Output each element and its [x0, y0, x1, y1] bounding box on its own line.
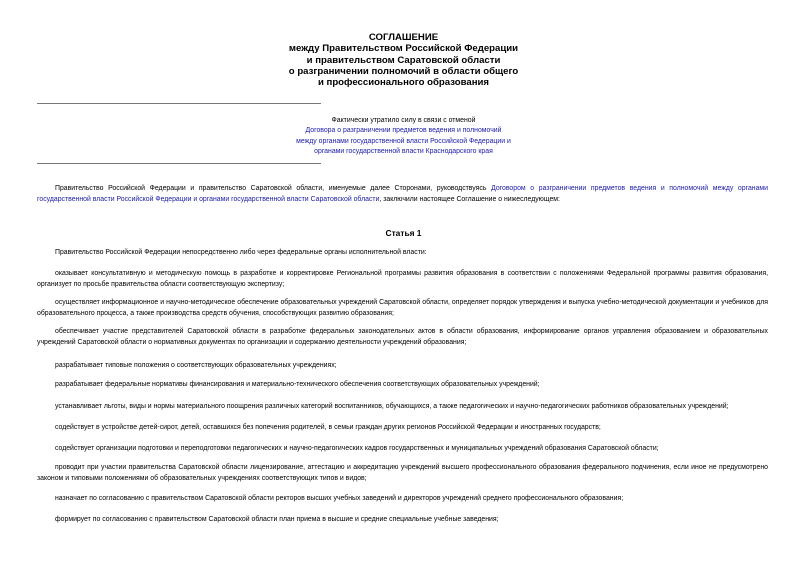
intro-text-end: , заключили настоящее Соглашение о нижеследующем: [379, 195, 560, 203]
article-paragraph: Правительство Российской Федерации непосредственно либо через федеральные органы исполнительной власти: [55, 249, 427, 256]
article-paragraph: проводит при участии правительства Саратовской области лицензирование, аттестацию и аккредитацию учреждений высшего профессионального образования федерального подчинения, если иное не предусмотрено законом и типовыми положениями об образовательных учреждениях соответствующих типов и видов; [37, 464, 768, 482]
article-paragraph: содействует в устройстве детей-сирот, детей, оставшихся без попечения родителей, в семьи граждан других регионов Российской Федерации и иностранных государств; [55, 424, 601, 431]
treaty-link[interactable]: Договором о разграничении предметов ведения и полномочий между органами государственной власти Российской Федерации и органами государственной власти Саратовской области [37, 185, 768, 203]
title-line: СОГЛАШЕНИЕ [368, 32, 439, 43]
intro-paragraph [37, 184, 768, 205]
article-paragraph: содействует организации подготовки и переподготовки педагогических и научно-педагогических кадров государственных и муниципальных учреждений образования Саратовской области; [55, 445, 659, 452]
article-paragraph: обеспечивает участие представителей Саратовской области в разработке федеральных законодательных актов в области образования, информирование органов управления образованием и образовательных учреждений Саратовской области о нормативных документах по организации и содержанию деятельности учреждений образования; [37, 328, 768, 346]
repeal-link-line[interactable]: Договора о разграничении предметов ведения и полномочий [305, 127, 502, 135]
article-paragraph: назначает по согласованию с правительством Саратовской области ректоров высших учебных заведений и директоров учреждений среднего профессионального образования; [55, 495, 624, 502]
document-title [0, 32, 807, 88]
repeal-link-line[interactable]: между органами государственной власти Российской Федерации и [296, 137, 511, 145]
repeal-link-line[interactable]: органами государственной власти Краснодарского края [314, 147, 493, 155]
article-paragraph: разрабатывает федеральные нормативы финансирования и материально-технического обеспечения соответствующих образовательных учреждений; [55, 381, 540, 388]
title-line: о разграничении полномочий в области общего [288, 65, 519, 77]
article-paragraph: устанавливает льготы, виды и нормы материального поощрения различных категорий воспитанников, обучающихся, а также педагогических и научно-педагогических работников образовательных учреждений; [55, 403, 729, 410]
status-note-text: Фактически утратило силу в связи с отменой [331, 117, 476, 124]
article-paragraph: разрабатывает типовые положения о соответствующих образовательных учреждениях; [55, 362, 337, 369]
intro-text: Правительство Российской Федерации и правительство Саратовской области, именуемые далее Сторонами, руководствуясь [55, 185, 492, 192]
title-line: и правительством Саратовской области [306, 54, 501, 66]
top-divider [37, 103, 321, 104]
bottom-divider [37, 163, 321, 164]
article-paragraph: оказывает консультативную и методическую помощь в разработке и корректировке Региональной программы развития образования в соответствии с положениями Федеральной программы развития образования, организует по просьбе правительства области соответствующую экспертизу; [37, 270, 768, 288]
article-heading: Статья 1 [385, 228, 422, 238]
article-paragraph: формирует по согласованию с правительством Саратовской области план приема в высшие и средние специальные учебные заведения; [55, 516, 499, 523]
title-line: и профессионального образования [317, 77, 490, 89]
article-paragraph: осуществляет информационное и научно-методическое обеспечение образовательных учреждений Саратовской области, определяет порядок утверждения и выпуска учебно-методической документации и учебников для образовательного процесса, а также производства средств обучения, способствующих развитию образования; [37, 299, 768, 317]
title-line: между Правительством Российской Федерации [288, 43, 519, 55]
status-note [230, 116, 577, 157]
